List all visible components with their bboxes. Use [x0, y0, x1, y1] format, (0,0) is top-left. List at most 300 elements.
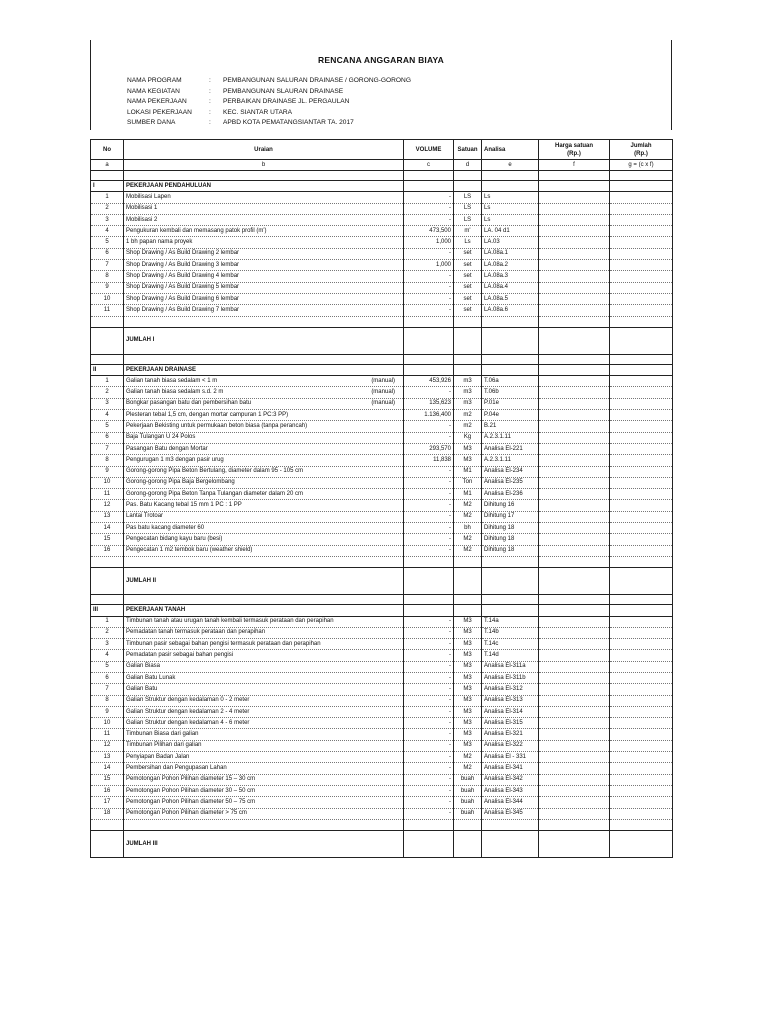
- item-analysis: Analisa El-234: [482, 466, 539, 477]
- item-number: 8: [91, 695, 124, 706]
- section-total-row: [91, 568, 673, 595]
- item-volume: -: [404, 661, 454, 672]
- table-row: [91, 489, 673, 500]
- item-total: [610, 774, 673, 785]
- item-volume: -: [404, 214, 454, 225]
- section-total-label: JUMLAH III: [124, 831, 404, 858]
- table-row: [91, 808, 673, 819]
- item-volume: -: [404, 774, 454, 785]
- table-row: [91, 421, 673, 432]
- item-total: [610, 661, 673, 672]
- col-no: No: [91, 140, 124, 160]
- item-analysis: T.14d: [482, 650, 539, 661]
- item-volume: -: [404, 627, 454, 638]
- item-volume: -: [404, 684, 454, 695]
- table-row: [91, 785, 673, 796]
- section-header-row: [91, 364, 673, 375]
- item-unit-price: [539, 650, 610, 661]
- item-number: 5: [91, 237, 124, 248]
- item-unit-price: [539, 706, 610, 717]
- item-unit-price: [539, 293, 610, 304]
- info-label: SUMBER DANA: [127, 119, 176, 127]
- info-label: NAMA PEKERJAAN: [127, 98, 187, 106]
- item-number: 7: [91, 260, 124, 271]
- item-description: Pengecatan 1 m2 tembok baru (weather shield): [124, 545, 404, 556]
- table-row: [91, 729, 673, 740]
- table-row: [91, 305, 673, 316]
- item-unit-price: [539, 271, 610, 282]
- item-unit: set: [454, 305, 482, 316]
- table-row: [91, 260, 673, 271]
- table-row: [91, 797, 673, 808]
- item-volume: -: [404, 489, 454, 500]
- item-unit: set: [454, 282, 482, 293]
- item-unit: buah: [454, 774, 482, 785]
- item-unit: m': [454, 226, 482, 237]
- spacer-row: [91, 171, 673, 181]
- table-row: [91, 718, 673, 729]
- item-unit-price: [539, 376, 610, 387]
- item-volume: -: [404, 203, 454, 214]
- item-volume: 1,000: [404, 237, 454, 248]
- item-total: [610, 421, 673, 432]
- section-number: I: [91, 181, 124, 192]
- item-total: [610, 500, 673, 511]
- item-analysis: Analisa El-345: [482, 808, 539, 819]
- item-unit: m2: [454, 421, 482, 432]
- item-unit: set: [454, 248, 482, 259]
- item-description: Shop Drawing / As Build Drawing 2 lembar: [124, 248, 404, 259]
- item-description: Pengurugan 1 m3 dengan pasir urug: [124, 455, 404, 466]
- item-description: Pemotongan Pohon Pilihan diameter 30 – 50 cm: [124, 785, 404, 796]
- item-total: [610, 706, 673, 717]
- item-total: [610, 282, 673, 293]
- project-info: [127, 76, 411, 129]
- item-analysis: Dihitung 16: [482, 500, 539, 511]
- item-volume: -: [404, 650, 454, 661]
- table-row: [91, 466, 673, 477]
- info-value: KEC. SIANTAR UTARA: [223, 108, 292, 116]
- item-unit-price: [539, 718, 610, 729]
- section-header-row: [91, 181, 673, 192]
- item-total: [610, 432, 673, 443]
- item-volume: 1.136,400: [404, 410, 454, 421]
- info-value: PEMBANGUNAN SALURAN DRAINASE / GORONG-GORONG: [223, 77, 411, 84]
- item-description: Gorong-gorong Pipa Baja Bergelombang: [124, 477, 404, 488]
- item-description: Pemotongan Pohon Pilihan diameter 50 – 75 cm: [124, 797, 404, 808]
- table-row: [91, 376, 673, 387]
- table-row: [91, 248, 673, 259]
- table-row: [91, 500, 673, 511]
- item-unit: M3: [454, 627, 482, 638]
- item-number: 4: [91, 410, 124, 421]
- item-unit: M3: [454, 695, 482, 706]
- item-unit: M3: [454, 616, 482, 627]
- table-row: [91, 650, 673, 661]
- item-number: 16: [91, 545, 124, 556]
- table-row: [91, 523, 673, 534]
- item-description: Shop Drawing / As Build Drawing 5 lembar: [124, 282, 404, 293]
- table-row: [91, 455, 673, 466]
- item-volume: 135,623: [404, 398, 454, 409]
- item-unit: bh: [454, 523, 482, 534]
- blank-row: [91, 556, 673, 567]
- item-analysis: LA.03: [482, 237, 539, 248]
- item-analysis: Analisa El-322: [482, 740, 539, 751]
- item-unit: M2: [454, 752, 482, 763]
- item-description: Timbunan Pilihan dari galian: [124, 740, 404, 751]
- table-row: [91, 752, 673, 763]
- item-number: 6: [91, 248, 124, 259]
- item-number: 10: [91, 718, 124, 729]
- item-description: Mobilisasi 1: [124, 203, 404, 214]
- item-description: (manual) Galian tanah biasa sedalam s.d. 2 m: [124, 387, 404, 398]
- table-row: [91, 432, 673, 443]
- item-total: [610, 534, 673, 545]
- item-description: Timbunan Biasa dari galian: [124, 729, 404, 740]
- item-analysis: Analisa El-315: [482, 718, 539, 729]
- item-total: [610, 455, 673, 466]
- item-analysis: Analisa El-313: [482, 695, 539, 706]
- item-number: 3: [91, 639, 124, 650]
- item-analysis: Analisa El-235: [482, 477, 539, 488]
- budget-table: [90, 139, 673, 858]
- info-value: PERBAIKAN DRAINASE JL. PERGAULAN: [223, 98, 350, 106]
- item-description: Pengukuran kembali dan memasang patok profil (m'): [124, 226, 404, 237]
- item-unit-price: [539, 387, 610, 398]
- item-number: 6: [91, 672, 124, 683]
- item-volume: -: [404, 706, 454, 717]
- item-unit: M2: [454, 545, 482, 556]
- table-row: [91, 203, 673, 214]
- table-row: [91, 214, 673, 225]
- item-total: [610, 237, 673, 248]
- table-row: [91, 443, 673, 454]
- item-number: 2: [91, 627, 124, 638]
- item-unit: M3: [454, 718, 482, 729]
- item-unit: Ton: [454, 477, 482, 488]
- item-unit-price: [539, 534, 610, 545]
- section-total-row: [91, 327, 673, 354]
- item-unit-price: [539, 500, 610, 511]
- item-analysis: Analisa El-311b: [482, 672, 539, 683]
- item-analysis: P.04e: [482, 410, 539, 421]
- item-volume: -: [404, 282, 454, 293]
- item-total: [610, 616, 673, 627]
- item-number: 9: [91, 282, 124, 293]
- item-analysis: Analisa El-221: [482, 443, 539, 454]
- item-description: (manual) Bongkar pasangan batu dan pembersihan batu: [124, 398, 404, 409]
- right-border: [671, 40, 672, 130]
- item-unit-price: [539, 639, 610, 650]
- item-description: Shop Drawing / As Build Drawing 6 lembar: [124, 293, 404, 304]
- item-analysis: T.14c: [482, 639, 539, 650]
- item-unit-price: [539, 684, 610, 695]
- item-volume: -: [404, 477, 454, 488]
- item-number: 2: [91, 203, 124, 214]
- item-unit: buah: [454, 785, 482, 796]
- item-analysis: Analisa El-236: [482, 489, 539, 500]
- item-unit: set: [454, 271, 482, 282]
- item-unit: M2: [454, 763, 482, 774]
- item-number: 17: [91, 797, 124, 808]
- item-number: 5: [91, 421, 124, 432]
- info-row: NAMA PEKERJAAN : PERBAIKAN DRAINASE JL. PERGAULAN: [127, 97, 411, 108]
- item-number: 15: [91, 774, 124, 785]
- table-row: [91, 639, 673, 650]
- table-row: [91, 477, 673, 488]
- item-total: [610, 489, 673, 500]
- col-harga: Harga satuan (Rp.): [539, 140, 610, 160]
- table-row: [91, 774, 673, 785]
- item-total: [610, 271, 673, 282]
- table-row: [91, 410, 673, 421]
- item-number: 6: [91, 432, 124, 443]
- item-volume: -: [404, 729, 454, 740]
- item-total: [610, 443, 673, 454]
- item-analysis: Dihitung 17: [482, 511, 539, 522]
- table-row: [91, 192, 673, 203]
- item-number: 11: [91, 729, 124, 740]
- item-volume: 11,838: [404, 455, 454, 466]
- item-unit: M2: [454, 500, 482, 511]
- item-unit-price: [539, 523, 610, 534]
- item-unit-price: [539, 627, 610, 638]
- item-unit-price: [539, 774, 610, 785]
- item-number: 2: [91, 387, 124, 398]
- item-analysis: A.2.3.1.11: [482, 432, 539, 443]
- item-analysis: Analisa El-314: [482, 706, 539, 717]
- info-value: PEMBANGUNAN SLAURAN DRAINASE: [223, 87, 344, 95]
- item-total: [610, 808, 673, 819]
- info-label: NAMA KEGIATAN: [127, 87, 180, 95]
- item-number: 9: [91, 466, 124, 477]
- section-number: II: [91, 364, 124, 375]
- item-volume: -: [404, 740, 454, 751]
- item-total: [610, 639, 673, 650]
- table-body: [91, 160, 673, 858]
- item-total: [610, 398, 673, 409]
- item-analysis: Analisa El - 331: [482, 752, 539, 763]
- item-description: Pas. Batu Kacang tebal 15 mm 1 PC : 1 PP: [124, 500, 404, 511]
- item-description: Lantai Trotoar: [124, 511, 404, 522]
- item-analysis: Ls: [482, 192, 539, 203]
- item-total: [610, 545, 673, 556]
- item-unit: M3: [454, 661, 482, 672]
- item-unit-price: [539, 248, 610, 259]
- item-unit-price: [539, 763, 610, 774]
- item-volume: -: [404, 248, 454, 259]
- section-total-row: [91, 831, 673, 858]
- item-total: [610, 387, 673, 398]
- item-analysis: T.14b: [482, 627, 539, 638]
- col-jumlah: Jumlah (Rp.): [610, 140, 673, 160]
- item-unit-price: [539, 545, 610, 556]
- item-description: Pekerjaan Bekisting untuk permukaan beton biasa (tanpa perancah): [124, 421, 404, 432]
- item-volume: -: [404, 672, 454, 683]
- item-unit-price: [539, 661, 610, 672]
- item-volume: -: [404, 293, 454, 304]
- item-number: 1: [91, 616, 124, 627]
- item-unit-price: [539, 432, 610, 443]
- item-number: 10: [91, 477, 124, 488]
- item-unit: Ls: [454, 237, 482, 248]
- item-number: 4: [91, 650, 124, 661]
- info-label: LOKASI PEKERJAAN: [127, 108, 192, 116]
- item-total: [610, 718, 673, 729]
- item-number: 16: [91, 785, 124, 796]
- item-total: [610, 410, 673, 421]
- item-unit: M3: [454, 729, 482, 740]
- table-row: [91, 695, 673, 706]
- item-description: Penyiapan Badan Jalan: [124, 752, 404, 763]
- item-unit: M3: [454, 684, 482, 695]
- item-total: [610, 305, 673, 316]
- table-row: [91, 740, 673, 751]
- item-unit-price: [539, 410, 610, 421]
- table-header: [91, 140, 673, 160]
- item-description: Timbunan pasir sebagai bahan pengisi termasuk perataan dan perapihan: [124, 639, 404, 650]
- item-unit-price: [539, 398, 610, 409]
- item-total: [610, 192, 673, 203]
- item-total: [610, 684, 673, 695]
- table-row: [91, 398, 673, 409]
- item-unit-price: [539, 237, 610, 248]
- item-analysis: LA.08a.6: [482, 305, 539, 316]
- item-number: 9: [91, 706, 124, 717]
- item-unit: M3: [454, 455, 482, 466]
- item-description: Gorong-gorong Pipa Beton Tanpa Tulangan diameter dalam 20 cm: [124, 489, 404, 500]
- item-number: 4: [91, 226, 124, 237]
- item-description: Galian Struktur dengan kedalaman 0 - 2 meter: [124, 695, 404, 706]
- table-row: [91, 387, 673, 398]
- item-description: Shop Drawing / As Build Drawing 3 lembar: [124, 260, 404, 271]
- item-unit-price: [539, 752, 610, 763]
- item-unit-price: [539, 740, 610, 751]
- item-unit-price: [539, 695, 610, 706]
- section-header-row: [91, 605, 673, 616]
- item-unit-price: [539, 511, 610, 522]
- section-total-label: JUMLAH II: [124, 568, 404, 595]
- item-total: [610, 797, 673, 808]
- item-unit: m2: [454, 410, 482, 421]
- item-number: 5: [91, 661, 124, 672]
- table-row: [91, 226, 673, 237]
- item-unit: Kg: [454, 432, 482, 443]
- item-total: [610, 763, 673, 774]
- item-description: Galian Batu Lunak: [124, 672, 404, 683]
- item-total: [610, 511, 673, 522]
- item-number: 14: [91, 763, 124, 774]
- item-unit: M3: [454, 443, 482, 454]
- item-analysis: LA.08a.5: [482, 293, 539, 304]
- item-description: Pembersihan dan Pengupasan Lahan: [124, 763, 404, 774]
- info-row: LOKASI PEKERJAAN : KEC. SIANTAR UTARA: [127, 108, 411, 119]
- item-number: 12: [91, 740, 124, 751]
- table-row: [91, 282, 673, 293]
- spacer-row: [91, 595, 673, 605]
- item-volume: -: [404, 466, 454, 477]
- item-unit: M2: [454, 534, 482, 545]
- item-analysis: LA.08a.3: [482, 271, 539, 282]
- section-title: PEKERJAAN TANAH: [124, 605, 404, 616]
- item-unit-price: [539, 305, 610, 316]
- item-unit: LS: [454, 192, 482, 203]
- item-volume: -: [404, 639, 454, 650]
- item-description: Pasangan Batu dengan Mortar: [124, 443, 404, 454]
- item-analysis: Analisa El-321: [482, 729, 539, 740]
- item-unit-price: [539, 808, 610, 819]
- item-total: [610, 785, 673, 796]
- item-unit-price: [539, 214, 610, 225]
- item-unit: M3: [454, 650, 482, 661]
- item-number: 10: [91, 293, 124, 304]
- item-total: [610, 466, 673, 477]
- item-number: 7: [91, 684, 124, 695]
- item-number: 11: [91, 489, 124, 500]
- item-total: [610, 650, 673, 661]
- item-unit: set: [454, 293, 482, 304]
- item-unit-price: [539, 443, 610, 454]
- item-unit-price: [539, 226, 610, 237]
- item-analysis: LA.08a.1: [482, 248, 539, 259]
- table-row: [91, 271, 673, 282]
- item-volume: -: [404, 511, 454, 522]
- item-total: [610, 293, 673, 304]
- col-satuan: Satuan: [454, 140, 482, 160]
- item-analysis: A.2.3.1.11: [482, 455, 539, 466]
- item-unit: m3: [454, 398, 482, 409]
- item-unit-price: [539, 477, 610, 488]
- item-unit: m3: [454, 387, 482, 398]
- item-volume: -: [404, 797, 454, 808]
- left-border: [90, 40, 91, 130]
- item-number: 11: [91, 305, 124, 316]
- item-number: 1: [91, 192, 124, 203]
- item-total: [610, 203, 673, 214]
- table-row: [91, 661, 673, 672]
- item-total: [610, 523, 673, 534]
- item-description: Pemotongan Pohon Pilihan diameter > 75 cm: [124, 808, 404, 819]
- item-unit-price: [539, 455, 610, 466]
- item-unit: LS: [454, 214, 482, 225]
- item-volume: 473,500: [404, 226, 454, 237]
- item-volume: -: [404, 785, 454, 796]
- item-number: 8: [91, 271, 124, 282]
- item-unit-price: [539, 672, 610, 683]
- spacer-row: [91, 354, 673, 364]
- item-unit-price: [539, 192, 610, 203]
- item-volume: -: [404, 387, 454, 398]
- table-row: [91, 616, 673, 627]
- col-uraian: Uraian: [124, 140, 404, 160]
- item-unit-price: [539, 282, 610, 293]
- item-analysis: Dihitung 18: [482, 545, 539, 556]
- item-description: Galian Struktur dengan kedalaman 4 - 6 meter: [124, 718, 404, 729]
- item-total: [610, 627, 673, 638]
- item-total: [610, 226, 673, 237]
- item-unit: M3: [454, 639, 482, 650]
- item-description: Baja Tulangan U 24 Polos: [124, 432, 404, 443]
- item-total: [610, 672, 673, 683]
- item-volume: -: [404, 534, 454, 545]
- item-unit: m3: [454, 376, 482, 387]
- item-unit-price: [539, 421, 610, 432]
- table-row: [91, 672, 673, 683]
- item-volume: -: [404, 523, 454, 534]
- item-unit: set: [454, 260, 482, 271]
- item-description: Pemotongan Pohon Pilihan diameter 15 – 30 cm: [124, 774, 404, 785]
